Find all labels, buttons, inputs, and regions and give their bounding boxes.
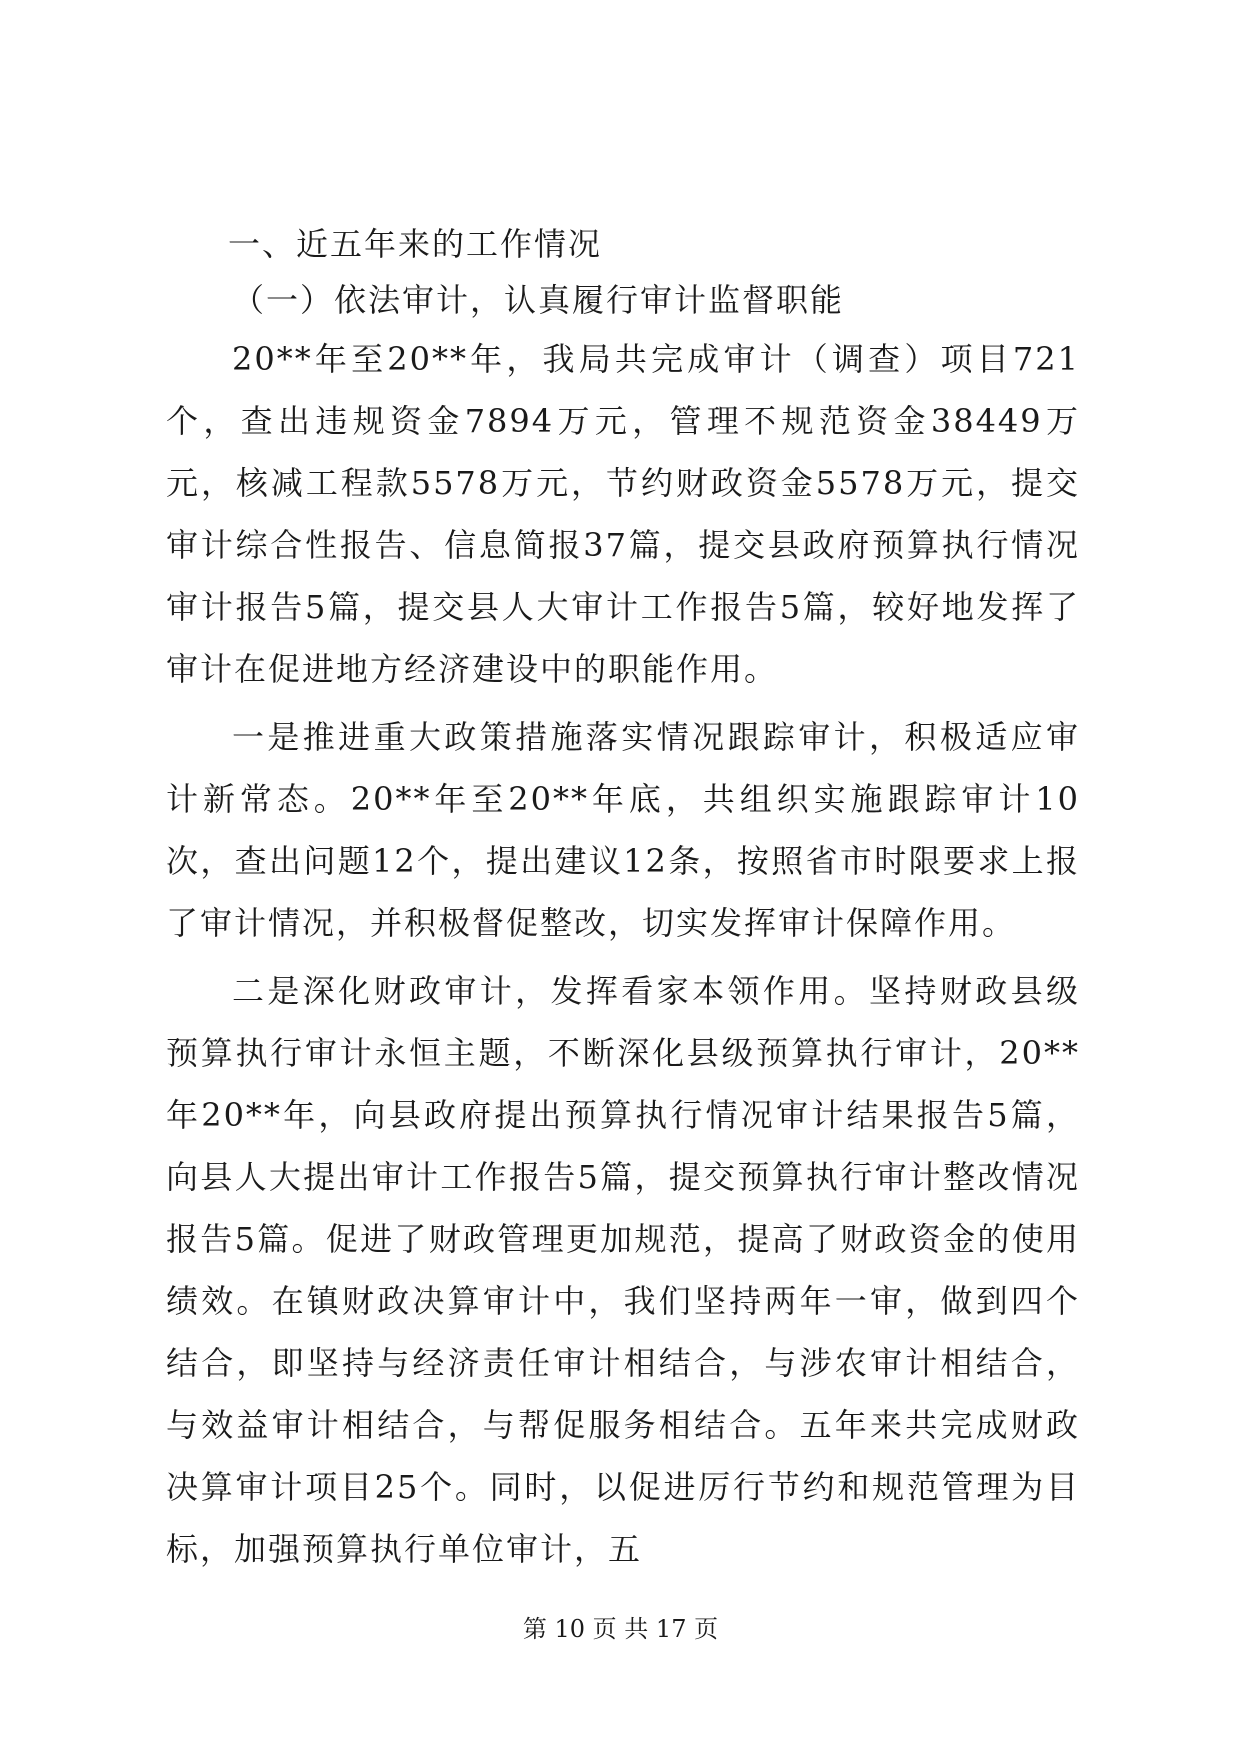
paragraph-summary: 20**年至20**年，我局共完成审计（调查）项目721个，查出违规资金7894万元，管理不规范资金38449万元，核减工程款5578万元，节约财政资金5578万元，提交审计综合性报告、信息简报37篇，提交县政府预算执行情况审计报告5篇，提交县人大审计工作报告5篇，较好地发挥了审计在促进地方经济建设中的职能作用。 [166, 340, 1080, 688]
page-number-footer: 第 10 页 共 17 页 [522, 1615, 719, 1643]
subsection-heading: （一）依法审计，认真履行审计监督职能 [232, 281, 845, 319]
paragraph-finance-audit: 二是深化财政审计，发挥看家本领作用。坚持财政县级预算执行审计永恒主题，不断深化县级预算执行审计，20**年20**年，向县政府提出预算执行情况审计结果报告5篇，向县人大提出审计工作报告5篇，提交预算执行审计整改情况报告5篇。促进了财政管理更加规范，提高了财政资金的使用绩效。在镇财政决算审计中，我们坚持两年一审，做到四个结合，即坚持与经济责任审计相结合，与涉农审计相结合，与效益审计相结合，与帮促服务相结合。五年来共完成财政决算审计项目25个。同时，以促进厉行节约和规范管理为目标，加强预算执行单位审计，五 [166, 972, 1080, 1568]
paragraph-policy-audit: 一是推进重大政策措施落实情况跟踪审计，积极适应审计新常态。20**年至20**年底，共组织实施跟踪审计10次，查出问题12个，提出建议12条，按照省市时限要求上报了审计情况，并积极督促整改，切实发挥审计保障作用。 [166, 718, 1080, 942]
document-body [166, 226, 1080, 1580]
section-heading: 一、近五年来的工作情况 [228, 225, 603, 263]
